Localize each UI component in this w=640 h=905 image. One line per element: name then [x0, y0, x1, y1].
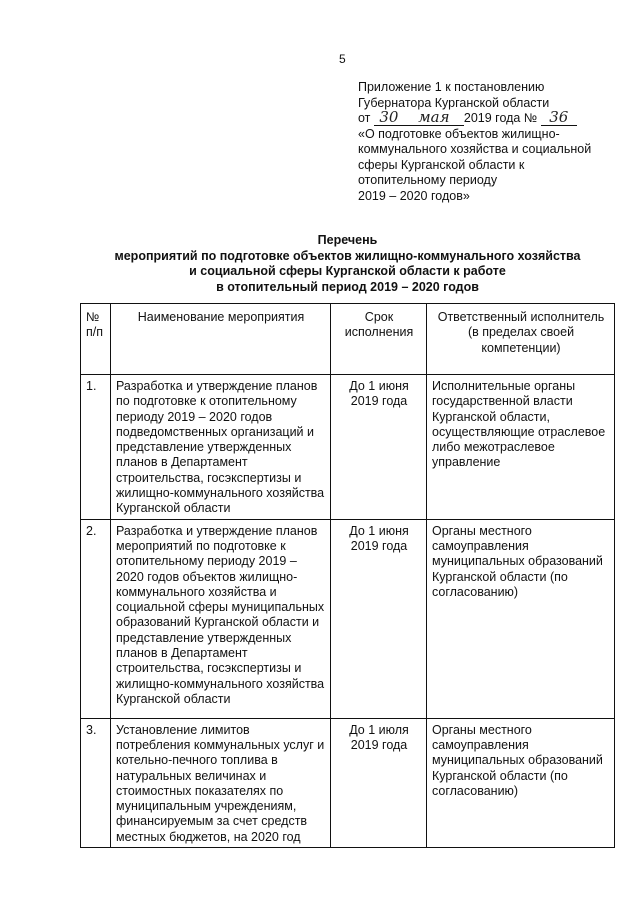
table-row [81, 375, 615, 520]
cell-deadline: До 1 июля 2019 года [331, 718, 427, 847]
cell-num: 2. [81, 519, 111, 718]
appendix-subject-line: сферы Курганской области к [358, 157, 525, 172]
cell-name: Установление лимитов потребления коммунальных услуг и котельно-печного топлива в натуральных величинах и стоимостных показателях по муниципальным учреждениям, финансируемым за счет средств местных бюджетов, на 2020 год [111, 718, 331, 847]
header-executor: Ответственный исполнитель (в пределах своей компетенции) [427, 304, 615, 375]
cell-num: 1. [81, 375, 111, 520]
handwritten-month: мая [418, 108, 450, 126]
page-number: 5 [339, 52, 346, 66]
appendix-block [358, 80, 628, 204]
title-line: и социальной сферы Курганской области к работе [189, 264, 506, 278]
day-field [374, 108, 404, 126]
header-deadline: Срок исполнения [331, 304, 427, 375]
document-title [80, 233, 615, 295]
header-num: № п/п [81, 304, 111, 375]
month-field [404, 108, 464, 126]
year-label: 2019 года № [463, 111, 538, 125]
cell-deadline: До 1 июня 2019 года [331, 375, 427, 520]
cell-executor: Органы местного самоуправления муниципальных образований Курганской области (по согласованию) [427, 519, 615, 718]
appendix-line-2: Губернатора Курганской области [358, 95, 550, 110]
title-line: мероприятий по подготовке объектов жилищно-коммунального хозяйства [114, 248, 581, 263]
appendix-subject-line: отопительному периоду [358, 173, 498, 187]
cell-name: Разработка и утверждение планов мероприятий по подготовке к отопительному периоду 2019 – 2020 годов объектов жилищно-коммунального хозяйства и социальной сферы муниципальных образований Курганской области и представление утвержденных планов в Департамент строительства, госэкспертизы и жилищно-коммунального хозяйства Курганской области [111, 519, 331, 718]
handwritten-number: 36 [549, 108, 569, 126]
appendix-subject-line: коммунального хозяйства и социальной [358, 142, 592, 156]
table-header-row [81, 304, 615, 375]
header-name: Наименование мероприятия [111, 304, 331, 375]
table-row [81, 519, 615, 718]
table-row [81, 718, 615, 847]
number-field [541, 108, 577, 126]
appendix-subject-line: «О подготовке объектов жилищно- [358, 126, 560, 141]
cell-executor: Органы местного самоуправления муниципальных образований Курганской области (по согласованию) [427, 718, 615, 847]
title-line: Перечень [317, 233, 378, 247]
cell-name: Разработка и утверждение планов по подготовке к отопительному периоду 2019 – 2020 годов подведомственных организаций и представление утвержденных планов в Департамент строительства, госэкспертизы и жилищно-коммунального хозяйства Курганской области [111, 375, 331, 520]
cell-executor: Исполнительные органы государственной власти Курганской области, осуществляющие отраслевое либо межотраслевое управление [427, 375, 615, 520]
handwritten-day: 30 [379, 108, 399, 126]
appendix-date-line [358, 108, 628, 127]
title-line: в отопительный период 2019 – 2020 годов [216, 279, 479, 294]
cell-num: 3. [81, 718, 111, 847]
appendix-line-1: Приложение 1 к постановлению [358, 80, 545, 94]
cell-deadline: До 1 июня 2019 года [331, 519, 427, 718]
events-table [80, 303, 615, 848]
appendix-subject-line: 2019 – 2020 годов» [358, 188, 470, 203]
from-label: от [358, 111, 371, 125]
